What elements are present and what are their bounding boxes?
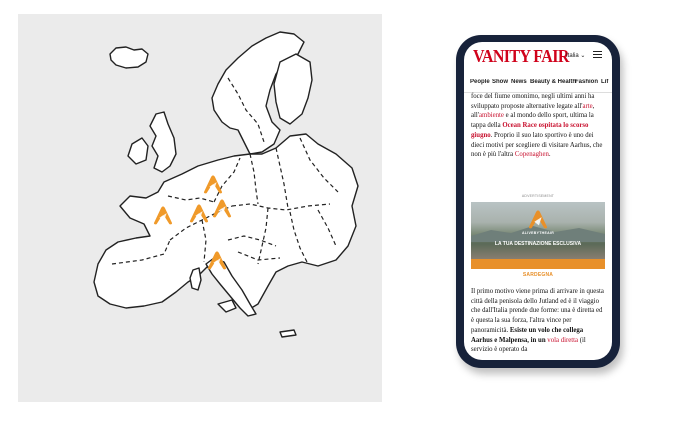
article-text: . [548, 151, 551, 159]
article-link[interactable]: vola diretta [547, 336, 579, 344]
link-ocean-race[interactable]: Ocean Race ospitata lo scorso giugno [471, 122, 589, 139]
iceland-shape [110, 47, 148, 68]
article-text: (il servizio è operato da [471, 336, 586, 354]
europe-map-panel [18, 14, 382, 402]
ad-image[interactable] [471, 202, 605, 260]
nav-item-show[interactable]: Show [492, 79, 508, 85]
phone-mockup [456, 35, 620, 368]
sicily-shape [218, 300, 236, 312]
nav-item-fashion[interactable]: Fashion [575, 79, 599, 85]
article-paragraph [471, 287, 605, 360]
site-header [464, 42, 612, 70]
article-text: Il primo motivo viene prima di arrivare in questa città della penisola dello Jutland ed è il viaggio che dall'Italia prende due forme: una è diretta ed è questa la sua forza, l'altra vince per panoramicità. [471, 288, 604, 334]
site-nav [464, 79, 612, 90]
link-ambiente[interactable]: ambiente [479, 112, 504, 120]
article-text: foce del fiume omonimo, negli ultimi anni ha sviluppato proposte alternative legate all' [471, 93, 595, 110]
article-paragraph [471, 92, 605, 184]
ad-label: ADVERTISEMENT [521, 194, 555, 198]
ad-claim: LA TUA DESTINAZIONE ESCLUSIVA [494, 241, 582, 247]
nav-item-beauty-health[interactable]: Beauty & Health [530, 79, 577, 85]
advertisement-banner[interactable] [471, 194, 605, 280]
ad-region: SARDEGNA [522, 272, 554, 278]
article-text: , all' [471, 102, 595, 120]
finland-shape [274, 54, 312, 124]
link-arte[interactable]: arte [582, 102, 593, 110]
article-text: e al mondo dello sport, ultima la tappa della [471, 112, 594, 130]
nav-item-news[interactable]: News [511, 79, 527, 85]
crete-shape [280, 330, 296, 337]
hamburger-icon[interactable] [593, 51, 602, 58]
article-text: . Proprio il suo lato sportivo è uno dei dieci motivi per scegliere di visitare Aarhus, che non è più l'altra [471, 131, 603, 159]
article-bold-text: Esiste un volo che collega Aarhus e Malpensa, in un [471, 326, 584, 344]
europe-map [18, 14, 382, 402]
phone-screen [464, 42, 612, 360]
nav-item-lifestyle[interactable]: Lif [601, 79, 609, 85]
ad-bottom-band [471, 259, 605, 269]
edition-selector[interactable]: Italia ⌄ [566, 53, 586, 59]
ad-brand: ALIVEBYTHEAIR [521, 231, 555, 235]
vanity-fair-logo[interactable]: VANITY FAIR [473, 47, 569, 67]
nav-item-people[interactable]: People [470, 79, 490, 85]
great-britain-shape [150, 112, 176, 172]
airport-logo-icon [527, 209, 549, 229]
ireland-shape [128, 138, 148, 164]
link-copenaghen[interactable]: Copenaghen [514, 151, 549, 159]
